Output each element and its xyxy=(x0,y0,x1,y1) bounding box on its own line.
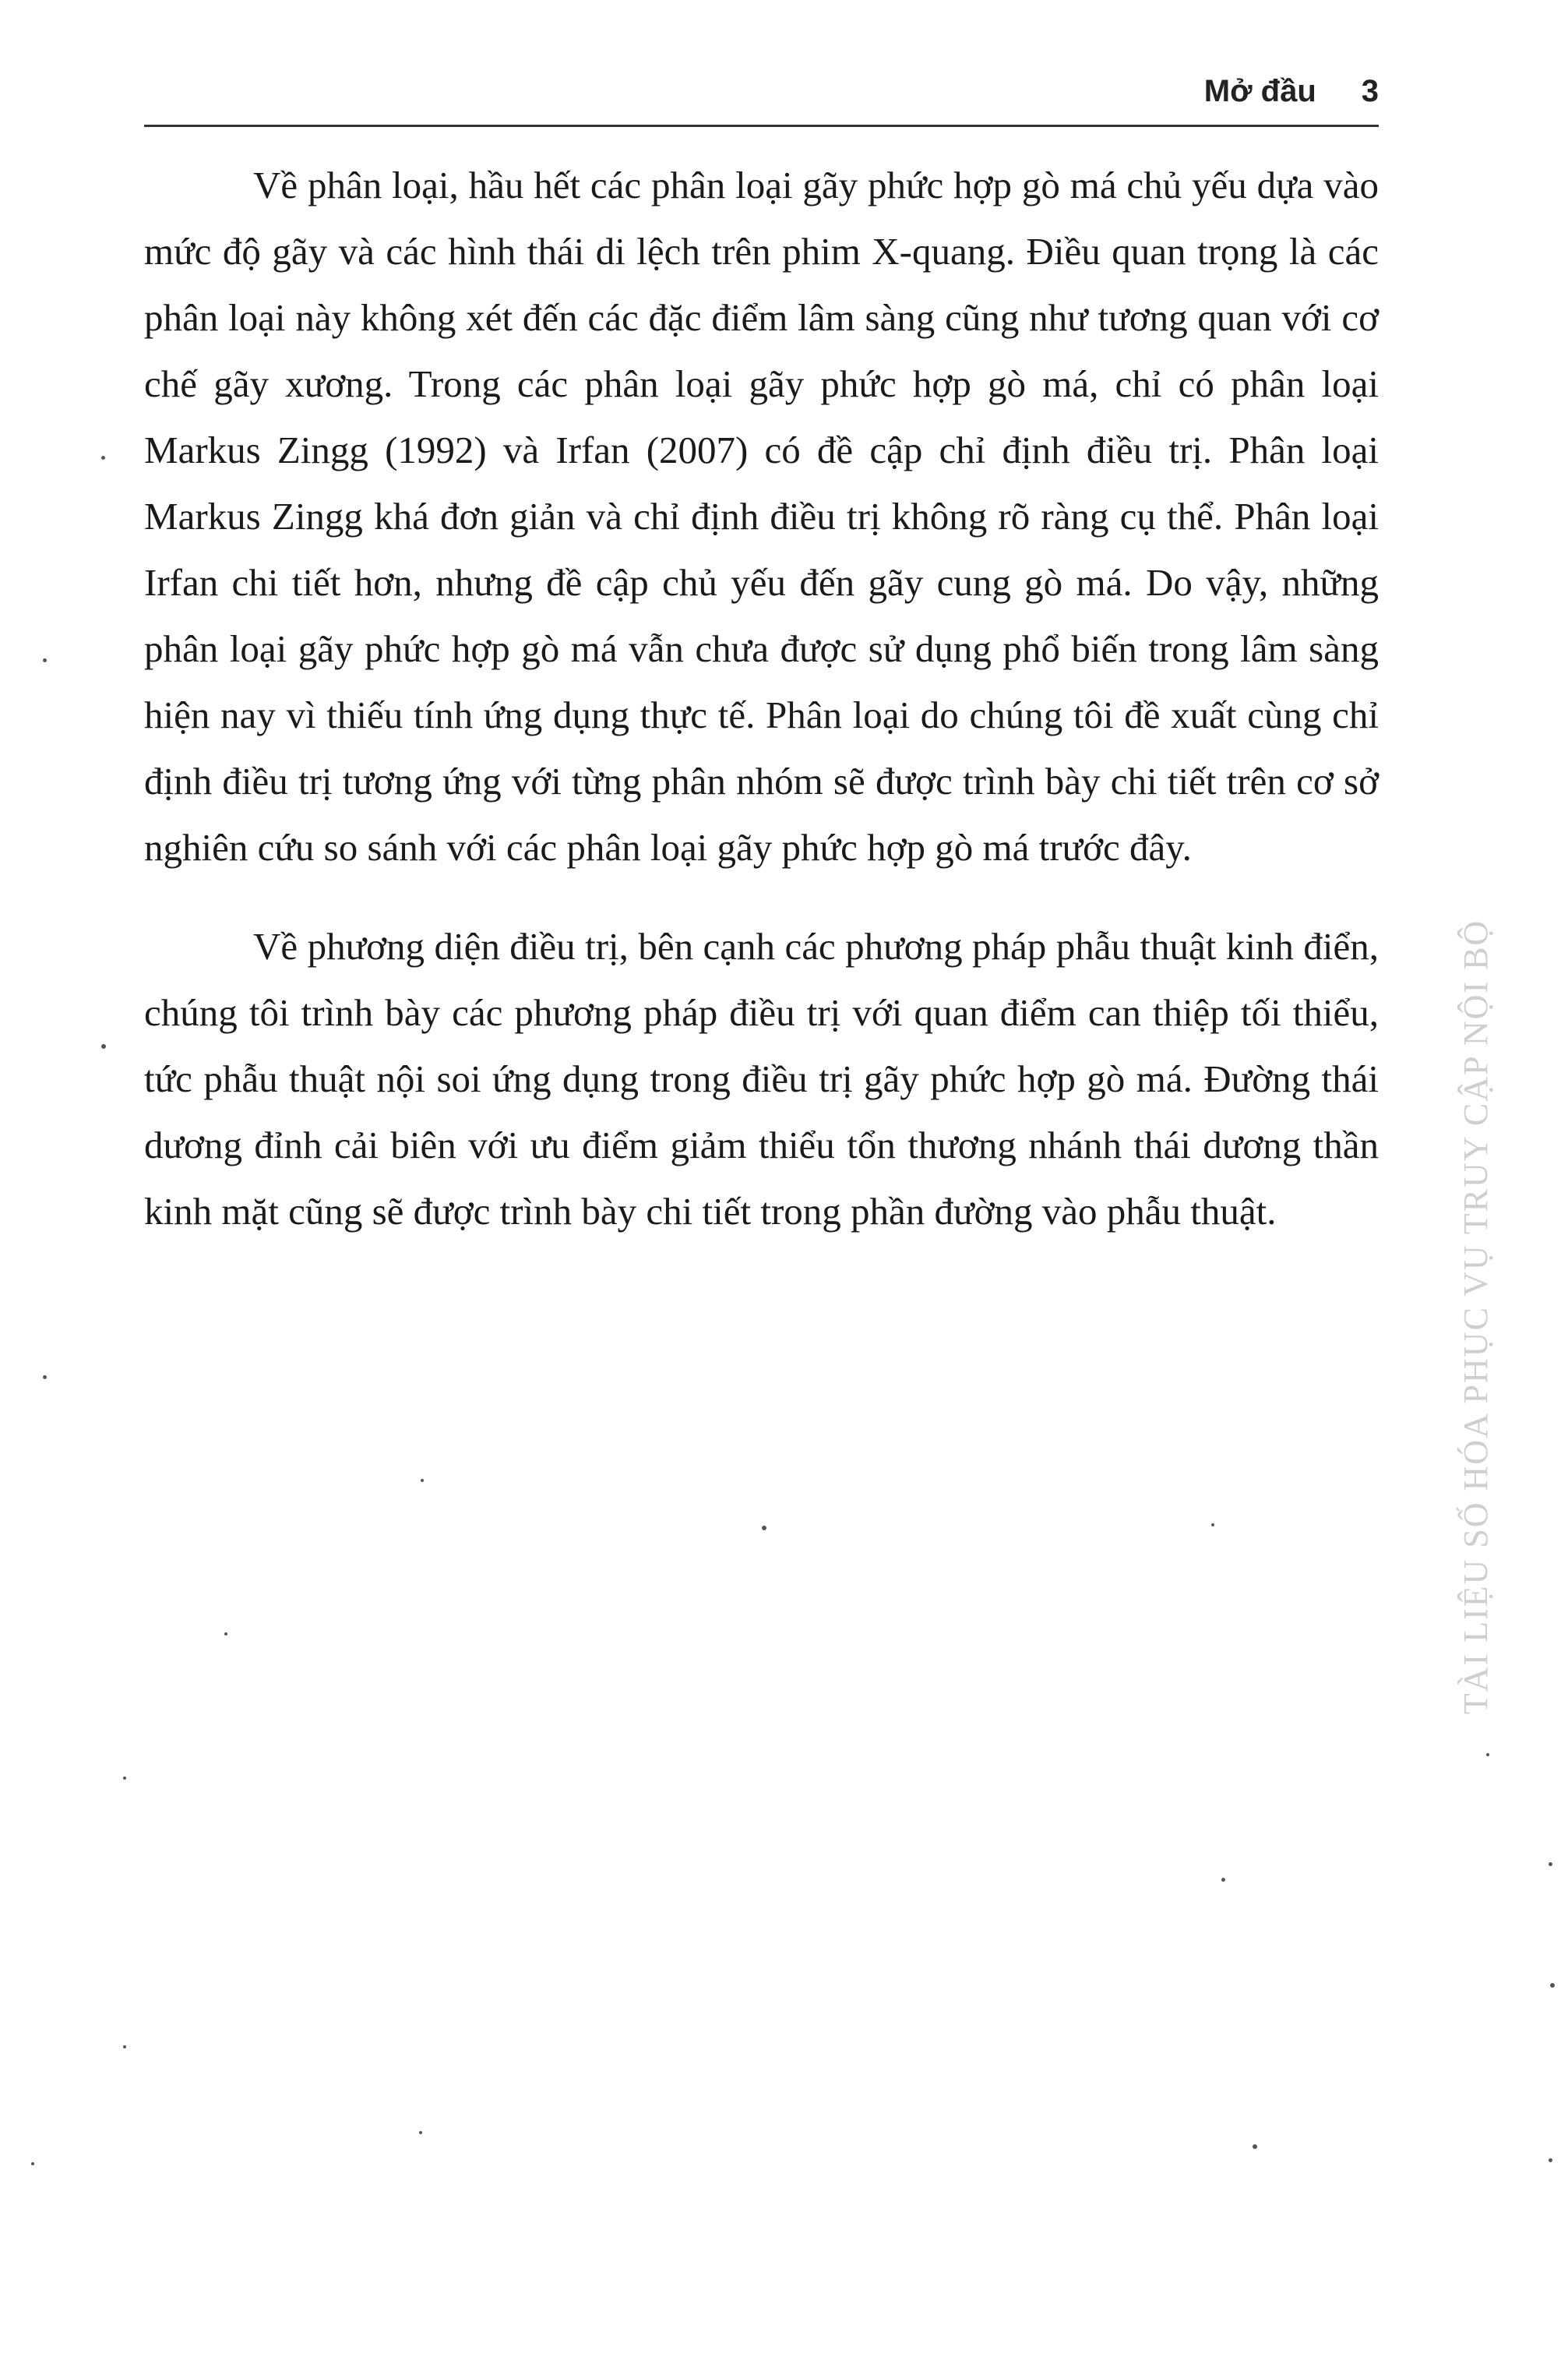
scan-speck xyxy=(1549,1862,1552,1866)
scan-speck xyxy=(31,2162,34,2165)
scan-speck xyxy=(1549,2158,1552,2162)
body-text xyxy=(144,152,1379,1244)
scan-speck xyxy=(43,1375,47,1379)
paragraph-treatment: Về phương diện điều trị, bên cạnh các phương pháp phẫu thuật kinh điển, chúng tôi trình bày các phương pháp điều trị với quan điểm can thiệp tối thiểu, tức phẫu thuật nội soi ứng dụng trong điều trị gãy phức hợp gò má. Đường thái dương đỉnh cải biên với ưu điểm giảm thiểu tổn thương nhánh thái dương thần kinh mặt cũng sẽ được trình bày chi tiết trong phần đường vào phẫu thuật. xyxy=(144,925,1379,1233)
scan-speck xyxy=(1550,1983,1555,1988)
scan-speck xyxy=(1253,2144,1257,2149)
scan-speck xyxy=(1486,1753,1489,1756)
scan-speck xyxy=(1221,1878,1225,1882)
header-rule xyxy=(144,125,1379,127)
running-header xyxy=(144,64,1379,118)
watermark: TÀI LIỆU SỐ HÓA PHỤC VỤ TRUY CẬP NỘI BỘ xyxy=(1457,919,1495,1715)
scan-speck xyxy=(419,2131,422,2134)
scan-speck xyxy=(101,456,105,460)
scan-speck xyxy=(224,1632,227,1635)
scan-speck xyxy=(101,1044,106,1049)
page-number: 3 xyxy=(1361,73,1379,108)
chapter-title: Mở đầu xyxy=(1203,73,1316,108)
scan-speck xyxy=(762,1526,766,1530)
scan-speck xyxy=(123,2045,126,2048)
scan-speck xyxy=(123,1777,126,1780)
scan-speck xyxy=(43,658,47,662)
paragraph-classification: Về phân loại, hầu hết các phân loại gãy phức hợp gò má chủ yếu dựa vào mức độ gãy và các hình thái di lệch trên phim X-quang. Điều quan trọng là các phân loại này không xét đến các đặc điểm lâm sàng cũng như tương quan với cơ chế gãy xương. Trong các phân loại gãy phức hợp gò má, chỉ có phân loại Markus Zingg (1992) và Irfan (2007) có đề cập chỉ định điều trị. Phân loại Markus Zingg khá đơn giản và chỉ định điều trị không rõ ràng cụ thể. Phân loại Irfan chi tiết hơn, nhưng đề cập chủ yếu đến gãy cung gò má. Do vậy, những phân loại gãy phức hợp gò má vẫn chưa được sử dụng phổ biến trong lâm sàng hiện nay vì thiếu tính ứng dụng thực tế. Phân loại do chúng tôi đề xuất cùng chỉ định điều trị tương ứng với từng phân nhóm sẽ được trình bày chi tiết trên cơ sở nghiên cứu so sánh với các phân loại gãy phức hợp gò má trước đây. xyxy=(144,164,1379,869)
scan-speck xyxy=(421,1479,424,1482)
scan-speck xyxy=(1211,1523,1214,1526)
